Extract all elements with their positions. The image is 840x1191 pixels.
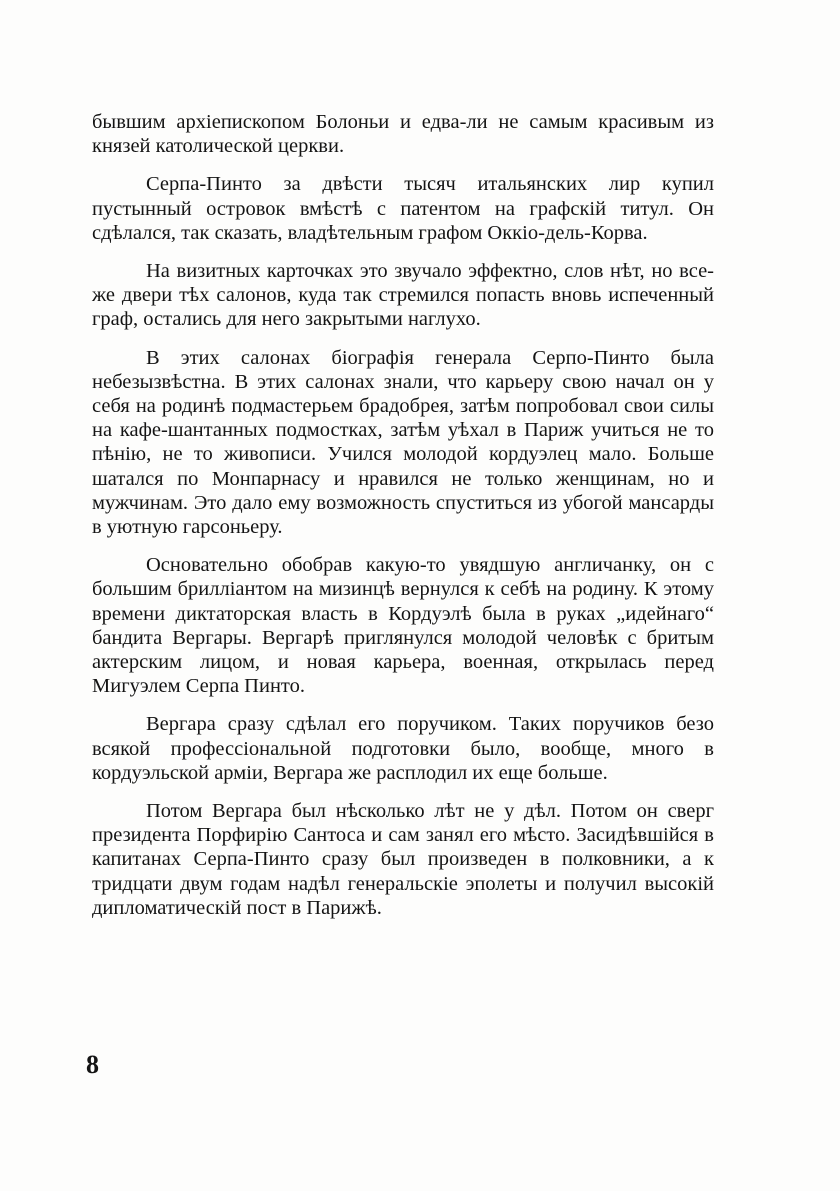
paragraph: В этих салонах біографія генерала Серпо-Пинто была небезызвѣстна. В этих салонах знали, что карьеру свою начал он у себя на родинѣ подмастерьем брадобрея, затѣм попробовал свои силы на кафе-шантанных подмостках, затѣм уѣхал в Париж учиться не то пѣнію, не то живописи. Учился молодой кордуэлец мало. Больше шатался по Монпарнасу и нравился не только женщинам, но и мужчинам. Это дало ему возможность спуститься из убогой мансарды в уютную гарсоньеру. — [92, 346, 714, 539]
paragraph: Серпа-Пинто за двѣсти тысяч итальянских лир купил пустынный островок вмѣстѣ с патентом на графскій титул. Он сдѣлался, так сказать, владѣтельным графом Оккіо-дель-Корва. — [92, 173, 714, 244]
paragraph: Вергара сразу сдѣлал его поручиком. Таких поручиков безо всякой профессіональной подготовки было, вообще, много в кордуэльской арміи, Вергара же расплодил их еще больше. — [92, 713, 714, 784]
paragraph: Потом Вергара был нѣсколько лѣт не у дѣл. Потом он сверг президента Порфирію Сантоса и сам занял его мѣсто. Засидѣвшійся в капитанах Серпа-Пинто сразу был произведен в полковники, а к тридцати двум годам надѣл генеральскіе эполеты и получил высокій дипломатическій пост в Парижѣ. — [92, 800, 714, 919]
page-body-text — [92, 110, 714, 934]
paragraph: На визитных карточках это звучало эффектно, слов нѣт, но все-же двери тѣх салонов, куда так стремился попасть вновь испеченный граф, остались для него закрытыми наглухо. — [92, 260, 714, 331]
paragraph: Основательно обобрав какую-то увядшую англичанку, он с большим бриллiантом на мизинцѣ вернулся к себѣ на родину. К этому времени диктаторская власть в Кордуэлѣ была в руках „идейнаго“ бандита Вергары. Вергарѣ приглянулся молодой человѣк с бритым актерским лицом, и новая карьера, военная, открылась перед Мигуэлем Серпа Пинто. — [92, 554, 714, 698]
page-number: 8 — [86, 1050, 99, 1079]
paragraph-continuation: бывшим архіепископом Болоньи и едва-ли не самым красивым из князей католической церкви. — [92, 111, 714, 158]
